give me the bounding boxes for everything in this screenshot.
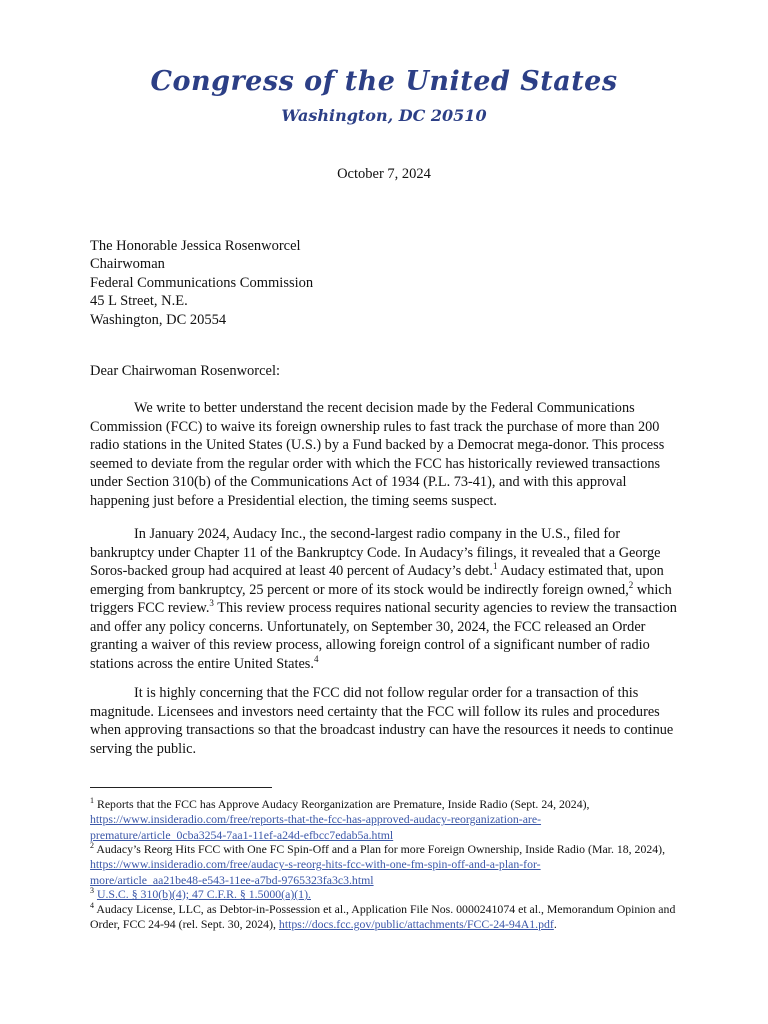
recipient-title: Chairwoman <box>90 256 165 273</box>
recipient-agency: Federal Communications Commission <box>90 274 314 291</box>
salutation: Dear Chairwoman Rosenworcel: <box>90 363 281 379</box>
footnote-4-text: Audacy License, LLC, as Debtor-in-Possession et al., Application File Nos. 0000241074 et al., Memorandum Opinion and Order, FCC 24-94 (rel. Sept. 30, 2024), <box>90 902 676 932</box>
footnote-4-mark: 4 <box>90 901 94 911</box>
footnote-3 <box>90 887 690 902</box>
footnote-4 <box>90 902 690 933</box>
letterhead-title: Congress of the United States <box>150 66 618 97</box>
paragraph-2-text-a: In January 2024, Audacy Inc., the second-largest radio company in the U.S., filed for bankruptcy under Chapter 11 of the Bankruptcy Code. In Audacy’s filings, it revealed that a George Soros-backed group had acquired at least 40 percent of Audacy’s debt. <box>90 526 661 579</box>
footnote-1 <box>90 797 690 843</box>
footnote-1-mark: 1 <box>90 796 94 806</box>
footnote-2-text: Audacy’s Reorg Hits FCC with One FC Spin-Off and a Plan for more Foreign Ownership, Inside Radio (Mar. 18, 2024), <box>96 842 666 856</box>
footnote-2-link-line-2[interactable]: more/article_aa21be48-e543-11ee-a7bd-9765323fa3c3.html <box>90 872 374 887</box>
footnote-ref-4[interactable]: 4 <box>313 653 319 664</box>
footnote-1-text: Reports that the FCC has Approve Audacy Reorganization are Premature, Inside Radio (Sept. 24, 2024), <box>96 797 590 811</box>
letter-date: October 7, 2024 <box>337 166 431 182</box>
footnote-ref-2[interactable]: 2 <box>628 579 634 590</box>
letterhead-subtitle: Washington, DC 20510 <box>281 106 487 125</box>
footnote-3-link[interactable]: U.S.C. § 310(b)(4); 47 C.F.R. § 1.5000(a)(1). <box>96 887 311 901</box>
recipient-city: Washington, DC 20554 <box>90 311 227 328</box>
footnote-2-link-line-1[interactable]: https://www.insideradio.com/free/audacy-s-reorg-hits-fcc-with-one-fm-spin-off-and-a-plan-for- <box>90 857 541 872</box>
footnote-1-link-line-2[interactable]: premature/article_0cba3254-7aa1-11ef-a24d-efbcc7edab5a.html <box>90 827 394 842</box>
footnote-2 <box>90 842 690 888</box>
paragraph-1-text: We write to better understand the recent decision made by the Federal Communications Commission (FCC) to waive its foreign ownership rules to fast track the purchase of more than 200 radio stations in the United States (U.S.) by a Fund backed by a Democrat mega-donor. This process seemed to deviate from the regular order with which the FCC has historically reviewed transactions under Section 310(b) of the Communications Act of 1934 (P.L. 73-41), and with this approval happening just before a Presidential election, the timing seems suspect. <box>90 400 665 509</box>
paragraph-3-text: It is highly concerning that the FCC did not follow regular order for a transaction of this magnitude. Licensees and investors need certainty that the FCC will follow its rules and procedures when approving transactions so that the broadcast industry can have the resources it needs to continue serving the public. <box>90 685 674 757</box>
footnote-4-link[interactable]: https://docs.fcc.gov/public/attachments/FCC-24-94A1.pdf <box>278 917 554 932</box>
footnote-divider <box>90 787 272 788</box>
footnote-ref-1[interactable]: 1 <box>492 561 498 572</box>
paragraph-2-text-d: This review process requires national security agencies to review the transaction and offer any policy concerns. Unfortunately, on September 30, 2024, the FCC released an Order granting a waiver of this review process, allowing foreign control of a significant number of radio stations across the entire United States. <box>90 600 677 672</box>
paragraph-2 <box>90 525 686 673</box>
paragraph-2-text-c: which triggers FCC review. <box>90 581 672 616</box>
footnote-ref-3[interactable]: 3 <box>209 598 214 609</box>
footnote-3-mark: 3 <box>90 886 94 896</box>
recipient-address <box>90 237 313 329</box>
recipient-name: The Honorable Jessica Rosenworcel <box>90 238 301 254</box>
paragraph-3 <box>90 684 686 758</box>
paragraph-1 <box>90 399 686 510</box>
recipient-street: 45 L Street, N.E. <box>90 293 188 310</box>
footnote-1-link-line-1[interactable]: https://www.insideradio.com/free/reports-that-the-fcc-has-approved-audacy-reorganization-are- <box>90 812 542 827</box>
footnote-4-period: . <box>553 917 557 932</box>
paragraph-2-text-b: Audacy estimated that, upon emerging from bankruptcy, 25 percent or more of its stock would be indirectly foreign owned, <box>90 563 664 598</box>
footnote-2-mark: 2 <box>90 841 94 851</box>
